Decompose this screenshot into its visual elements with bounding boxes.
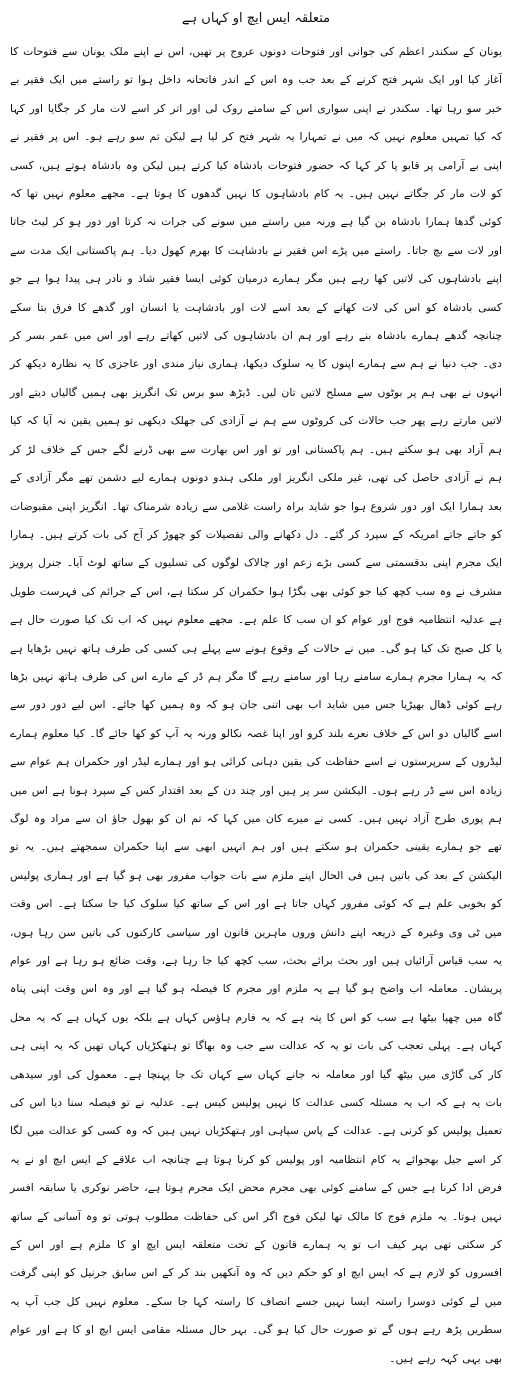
article-title: متعلقہ ایس ایچ او کہاں ہے <box>181 11 331 26</box>
article-body: یونان کے سکندر اعظم کی جوانی اور فتوحات دونوں عروج پر تھیں، اس نے اپنے ملک یونان سے فتوحات کا آغاز کیا اور ایک شہر فتح کرنے کے بعد جب وہ اس کے اندر فاتحانہ داخل ہوا تو راستے میں ایک فقیر بے خبر سو رہا تھا۔ سکندر نے اپنی سواری اس کے سامنے روک لی اور اتر کر اسے لات مار کر جگایا اور کہا کہ کیا تمہیں معلوم نہیں کہ میں نے تمہارا یہ شہر فتح کر لیا ہے لیکن تم سو رہے ہو۔ اس پر فقیر نے اپنی بے آرامی پر قابو پا کر کہا کہ حضور فتوحات بادشاہ کیا کرتے ہیں لیکن وہ بادشاہ ہوتے ہیں، کسی کو لات مار کر جگاتے نہیں ہیں۔ یہ کام بادشاہوں کا نہیں گدھوں کا ہوتا ہے۔ مجھے معلوم نہیں تھا کہ کوئی گدھا ہمارا بادشاہ بن گیا ہے ورنہ میں راستے میں سونے کی جرات نہ کرتا اور دور ہو کر لیٹ جاتا اور لات سے بچ جاتا۔ راستے میں پڑے اس فقیر نے بادشاہت کا بھرم کھول دیا۔ ہم پاکستانی ایک مدت سے اپنے بادشاہوں کی لاتیں کھا رہے ہیں مگر ہمارے درمیان کوئی ایسا فقیر شاذ و نادر ہی پیدا ہوا ہے جو کسی بادشاہ کو اس کی لات کھانے کے بعد اسے لات اور بادشاہت یا انسان اور گدھے کا فرق بتا سکے چنانچہ گدھے ہمارے بادشاہ بنے رہے اور ہم ان بادشاہوں کی لاتیں کھاتے رہے اور اس میں عمر بسر کر دی۔ جب دنیا نے ہم سے ہمارے اپنوں کا یہ سلوک دیکھا، ہماری نیاز مندی اور عاجزی کا یہ نظارہ دیکھ کر انہوں نے بھی ہم پر بوٹوں سے مسلح لاتیں تان لیں۔ ڈیڑھ سو برس تک انگریز بھی ہمیں گالیاں دیتے اور لاتیں مارتے رہے پھر جب حالات کی کروٹوں سے ہم نے آزادی کی جھلک دیکھی تو ہمیں یقین نہ آیا کہ کیا ہم آزاد بھی ہو سکتے ہیں۔ ہم پاکستانی اور تو اور اس بھارت سے بھی ڈرنے لگے جس کے خلاف لڑ کر ہم نے آزادی حاصل کی تھی، غیر ملکی انگریز اور ملکی ہندو دونوں ہمارے لیے دشمن تھے مگر آزادی کے بعد ہمارا ایک اور دور شروع ہوا جو شاید براہ راست غلامی سے زیادہ شرمناک تھا۔ انگریز اپنی مقبوضات کو جاتے جاتے امریکہ کے سپرد کر گئے۔ دل دکھانے والی تفصیلات کو چھوڑ کر آج کی بات کرتے ہیں۔ ہمارا ایک مجرم اپنی بدقسمتی سے کسی بڑے زعم اور چالاک لوگوں کی تسلیوں کے ساتھ لوٹ آیا۔ جنرل پرویز مشرف نے وہ سب کچھ کیا جو کوئی بھی بگڑا ہوا حکمران کر سکتا ہے، اس کے جرائم کی فہرست طویل ہے عدلیہ انتظامیہ فوج اور عوام کو ان سب کا علم ہے۔ مجھے معلوم نہیں کہ اب تک کیا صورت حال ہے یا کل صبح تک کیا ہو گی۔ میں نے حالات کے وقوع ہونے سے پہلے ہی کسی کی طرف ہاتھ نہیں بڑھایا ہے کہ یہ ہمارا مجرم ہمارے سامنے رہا اور سامنے رہے گا مگر ہم ڈر کے مارے اس کی طرف ہاتھ نہیں بڑھا رہے کوئی ڈھال بھیڑیا جس میں شاید اب بھی اتنی جان ہو کہ وہ ہمیں کھا جائے۔ اس لیے دور دور سے اسے گالیاں دو اس کے خلاف نعرے بلند کرو اور اپنا غصہ نکالو ورنہ یہ آپ کو کھا جائے گا۔ کیا معلوم ہمارے لیڈروں کے سرپرستوں نے اسے حفاظت کی یقین دہانی کرائی ہو اور ہمارے لیڈر اور حکمران ہم عوام سے زیادہ اس سے ڈر رہے ہوں۔ الیکشن سر پر ہیں اور چند دن کے بعد اقتدار کس کے سپرد ہونا ہے اس میں ہم پوری طرح آزاد نہیں ہیں۔ کسی نے میرے کان میں کہا کہ تم ان کو بھول جاؤ ان سے مراد وہ لوگ تھے جو ہمارے یقینی حکمران ہو سکتے ہیں اور ہم انہیں ابھی سے اپنا حکمران سمجھتے ہیں۔ یہ تو الیکشن کے بعد کی باتیں ہیں فی الحال اپنے ملزم سے بات جواب مفرور بھی ہو گیا ہے اور ہماری پولیس کو بخوبی علم ہے کہ کوئی مفرور کہاں جاتا ہے اور اس کے ساتھ کیا سلوک کیا جا سکتا ہے۔ اس وقت میں ٹی وی وغیرہ کے ذریعہ اپنے دانش وروں ماہرین قانون اور سیاسی کارکنوں کی باتیں سن رہا ہوں، یہ سب قیاس آرائیاں ہیں اور بحث برائے بحث، سب کچھ کیا جا رہا ہے، وقت ضائع ہو رہا ہے اور عوام پریشان۔ معاملہ اب واضح ہو گیا ہے یہ ملزم اور مجرم کا فیصلہ ہو گیا ہے اور وہ اس وقت اپنی پناہ گاہ میں چھپا بیٹھا ہے سب کو اس کا پتہ ہے کہ یہ فارم ہاؤس کہاں ہے بلکہ یوں کہاں ہے کہ یہ محل کہاں ہے۔ پہلی تعجب کی بات تو یہ کہ عدالت سے جب وہ بھاگا تو ہتھکڑیاں کہاں تھیں کہ یہ اپنی ہی کار کی گاڑی میں بیٹھ گیا اور معاملہ نہ جانے کہاں سے کہاں تک جا پہنچا ہے۔ معمول کی اور سیدھی بات یہ ہے کہ اب یہ مسئلہ کسی عدالت کا نہیں پولیس کیس ہے۔ عدلیہ نے تو فیصلہ سنا دیا اس کی تعمیل پولیس کو کرنی ہے۔ عدالت کے پاس سپاہی اور ہتھکڑیاں نہیں ہیں کہ وہ کسی کو عدالت میں لگا کر اسے جیل بھجوائے یہ کام انتظامیہ اور پولیس کو کرنا ہوتا ہے چنانچہ اب علاقے کے ایس ایچ او نے یہ فرض ادا کرنا ہے جس کے سامنے کوئی بھی مجرم محض ایک مجرم ہوتا ہے، حاضر نوکری یا سابقہ افسر نہیں ہوتا۔ یہ ملزم فوج کا مالک تھا لیکن فوج اگر اس کی حفاظت مطلوب ہوتی تو وہ آسانی کے ساتھ کر سکتی تھی بہر کیف اب تو یہ ہمارے قانون کے تحت متعلقہ ایس ایچ او کا ملزم ہے اور اس کے افسروں کو لازم ہے کہ ایس ایچ او کو حکم دیں کہ وہ آنکھیں بند کر کے اس سابق جرنیل کو اپنی گرفت میں لے کوئی دوسرا راستہ ایسا نہیں جسے انصاف کا راستہ کہا جا سکے۔ معلوم نہیں کل جب آپ یہ سطریں پڑھ رہے ہوں گے تو صورت حال کیا ہو گی۔ بہر حال مسئلہ مقامی ایس ایچ او کا ہے اور عوام بھی یہی کہہ رہے ہیں۔ <box>10 45 502 1365</box>
